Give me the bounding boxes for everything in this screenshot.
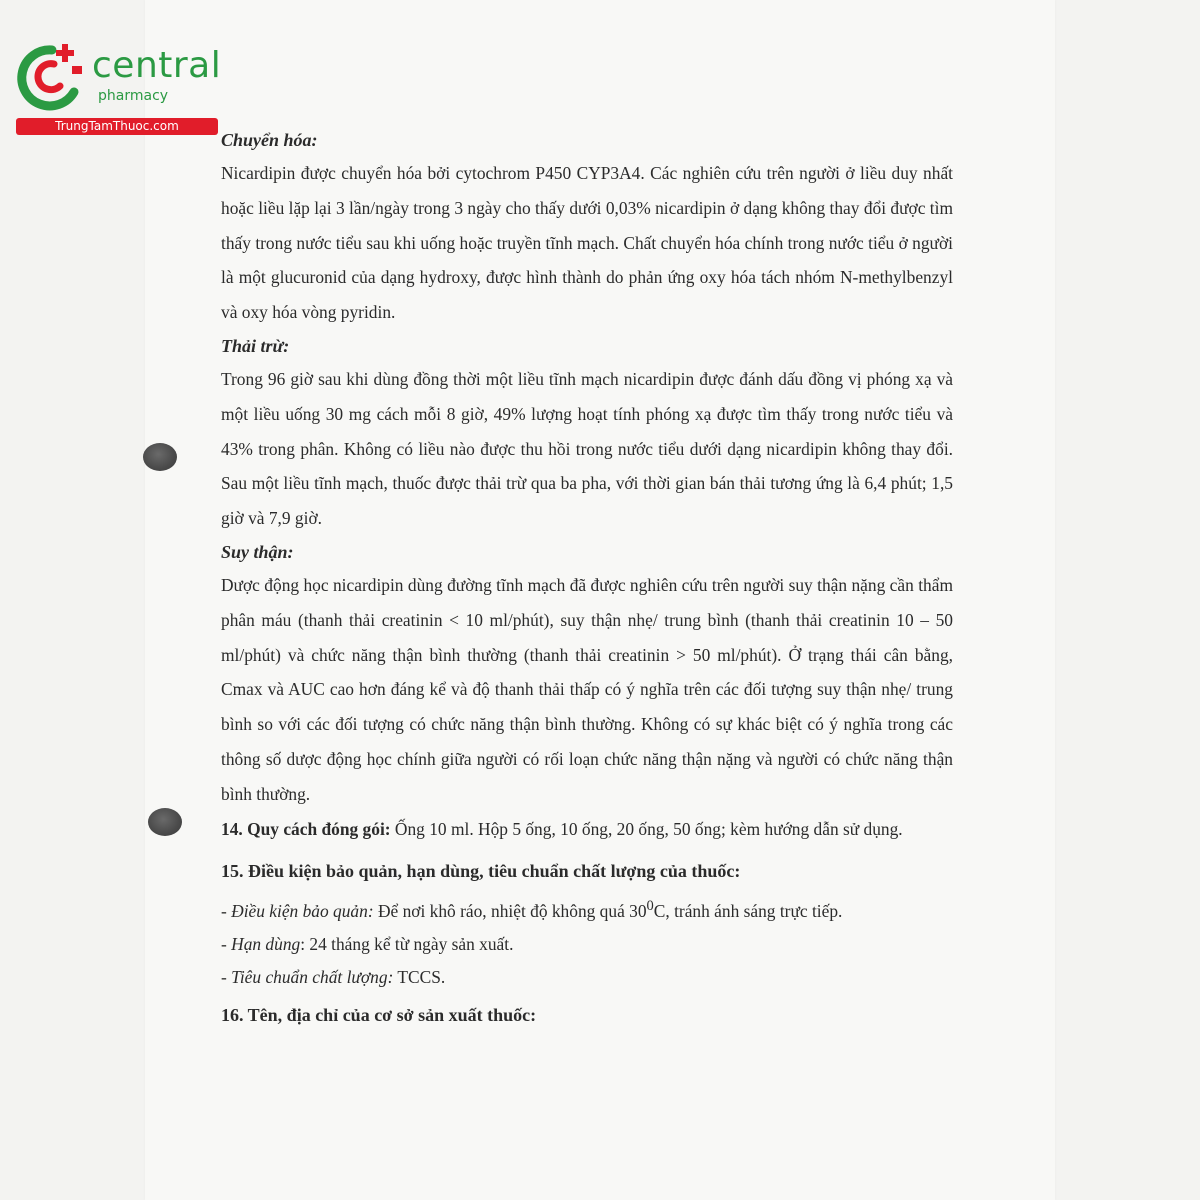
storage-temp-degree: 0 xyxy=(646,898,654,915)
para-renal: Dược động học nicardipin dùng đường tĩnh mạch đã được nghiên cứu trên người suy thận nặng cần thẩm phân máu (thanh thải creatinin < 10 ml/phút), suy thận nhẹ/ trung bình (thanh thải creatinin 10 – 50 ml/phút) và chức năng thận bình thường (thanh thải creatinin > 50 ml/phút). Ở trạng thái cân bằng, Cmax và AUC cao hơn đáng kể và độ thanh thải thấp có ý nghĩa trên các đối tượng suy thận nhẹ/ trung bình so với các đối tượng có chức năng thận bình thường. Không có sự khác biệt có ý nghĩa trong các thông số dược động học chính giữa người có rối loạn chức năng thận nặng và người có chức năng thận bình thường. xyxy=(221,574,953,804)
brand-tagline: pharmacy xyxy=(98,88,169,104)
shelf-life-label: - Hạn dùng xyxy=(221,934,301,955)
heading-packaging: 14. Quy cách đóng gói: xyxy=(221,818,391,839)
brand-url: TrungTamThuoc.com xyxy=(16,118,218,135)
heading-metabolism: Chuyển hóa: xyxy=(221,130,318,150)
heading-manufacturer: 16. Tên, địa chỉ của cơ sở sản xuất thuốc: xyxy=(221,1005,537,1026)
punch-hole-lower xyxy=(148,808,182,836)
storage-conditions xyxy=(221,890,953,928)
section-manufacturer xyxy=(221,998,953,1032)
quality-standard-value: TCCS. xyxy=(393,967,446,988)
para-metabolism: Nicardipin được chuyển hóa bởi cytochrom P450 CYP3A4. Các nghiên cứu trên người ở liều duy nhất hoặc liều lặp lại 3 lần/ngày trong 3 ngày cho thấy dưới 0,03% nicardipin ở dạng không thay đổi được tìm thấy trong nước tiểu sau khi uống hoặc truyền tĩnh mạch. Chất chuyển hóa chính trong nước tiểu ở người là một glucuronid của dạng hydroxy, được hình thành do phản ứng oxy hóa tách nhóm N-methylbenzyl và oxy hóa vòng pyridin. xyxy=(221,163,953,323)
heading-renal: Suy thận: xyxy=(221,541,294,562)
central-pharmacy-logo xyxy=(8,36,222,136)
quality-standard-label: - Tiêu chuẩn chất lượng: xyxy=(221,967,394,988)
section-packaging xyxy=(221,812,953,847)
shelf-life xyxy=(221,928,953,961)
logo-mark-icon xyxy=(8,36,92,114)
shelf-life-value: : 24 tháng kể từ ngày sản xuất. xyxy=(300,934,514,955)
heading-storage: 15. Điều kiện bảo quản, hạn dùng, tiêu chuẩn chất lượng của thuốc: xyxy=(221,861,741,882)
punch-hole-upper xyxy=(143,443,177,471)
document-content xyxy=(221,124,953,1032)
section-renal xyxy=(221,536,953,812)
heading-elimination: Thải trừ: xyxy=(221,335,290,356)
para-packaging xyxy=(221,812,953,847)
section-elimination xyxy=(221,330,953,536)
quality-standard xyxy=(221,961,953,994)
storage-conditions-value: Để nơi khô ráo, nhiệt độ không quá 30 xyxy=(373,901,647,922)
section-metabolism xyxy=(221,124,953,330)
section-storage xyxy=(221,854,953,994)
para-elimination: Trong 96 giờ sau khi dùng đồng thời một liều tĩnh mạch nicardipin được đánh dấu đồng vị phóng xạ và một liều uống 30 mg cách mỗi 8 giờ, 49% lượng hoạt tính phóng xạ được tìm thấy trong nước tiểu và 43% trong phân. Không có liều nào được thu hồi trong nước tiểu dưới dạng nicardipin không thay đổi. Sau một liều tĩnh mạch, thuốc được thải trừ qua ba pha, với thời gian bán thải tương ứng là 6,4 phút; 1,5 giờ và 7,9 giờ. xyxy=(221,368,953,529)
brand-name: central xyxy=(92,45,222,86)
packaging-text: Ống 10 ml. Hộp 5 ống, 10 ống, 20 ống, 50 ống; kèm hướng dẫn sử dụng. xyxy=(390,818,903,839)
storage-conditions-label: - Điều kiện bảo quản: xyxy=(221,901,374,922)
storage-conditions-tail: C, tránh ánh sáng trực tiếp. xyxy=(653,901,843,922)
